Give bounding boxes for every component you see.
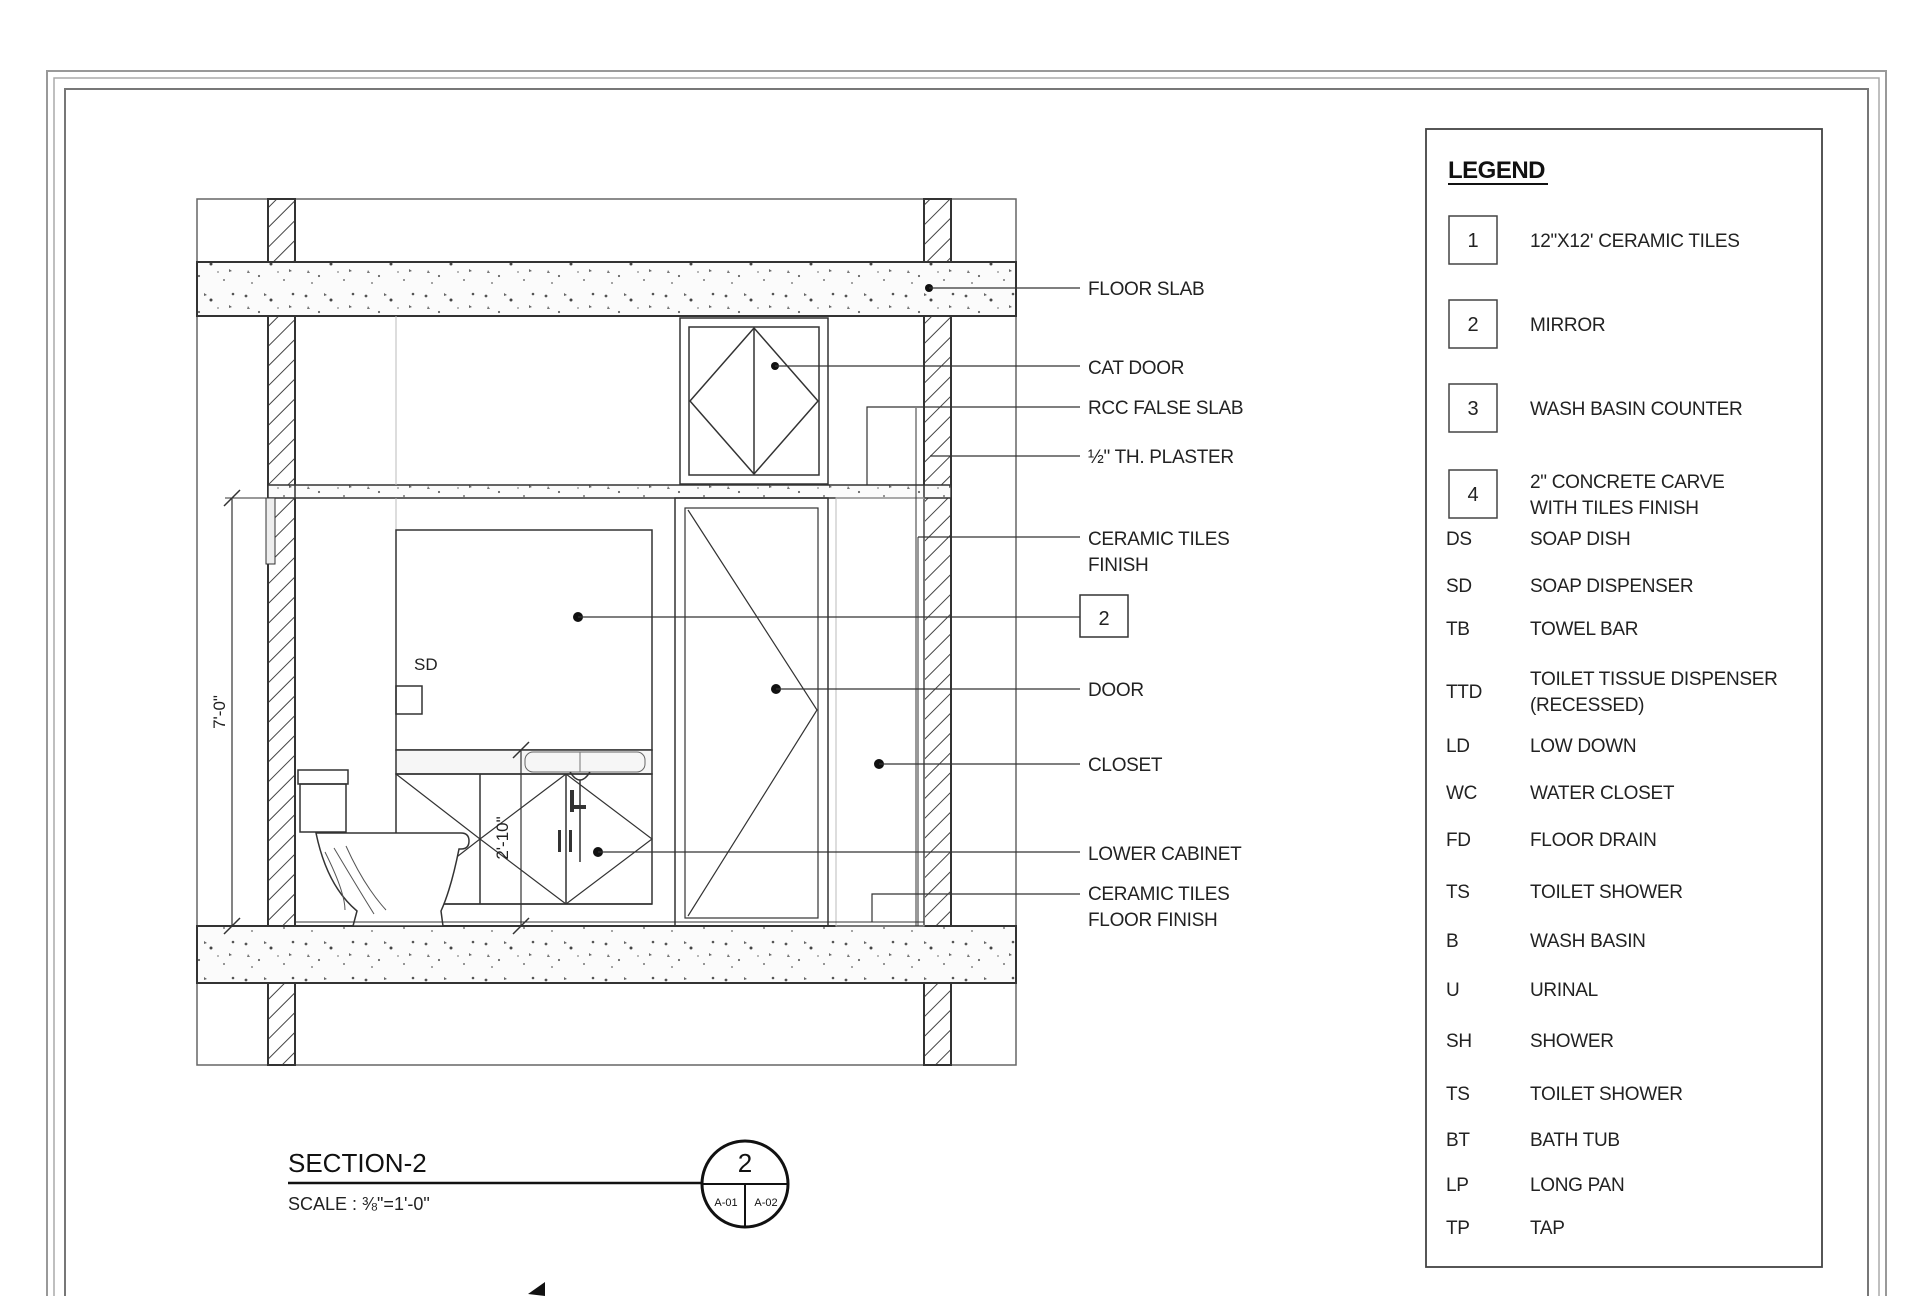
legend-code: DS <box>1446 529 1472 550</box>
cat-door <box>680 318 828 484</box>
label-floor-finish-1: CERAMIC TILES <box>1088 884 1230 905</box>
legend-abbreviation-text: TOILET SHOWER <box>1530 1084 1683 1105</box>
legend-description: 2" CONCRETE CARVE <box>1530 472 1725 493</box>
mirror-tag: 2 <box>1098 608 1110 630</box>
legend-abbreviation-text: SOAP DISPENSER <box>1530 576 1694 597</box>
soap-dispenser <box>396 686 422 714</box>
legend-abbreviation-text: TOILET SHOWER <box>1530 882 1683 903</box>
legend-code: U <box>1446 980 1460 1001</box>
section-ref-number: 2 <box>737 1148 753 1178</box>
door <box>675 498 828 926</box>
legend-code: TS <box>1446 1084 1470 1105</box>
legend-abbreviation-text: BATH TUB <box>1530 1130 1620 1151</box>
label-floor-slab: FLOOR SLAB <box>1088 279 1205 300</box>
soap-dispenser-tag: SD <box>414 655 438 674</box>
legend-number: 4 <box>1467 484 1479 506</box>
section-ref-sheet-left: A-01 <box>714 1197 738 1209</box>
section-title: SECTION-2 <box>288 1148 427 1178</box>
label-lower-cabinet: LOWER CABINET <box>1088 844 1242 865</box>
label-plaster: ½" TH. PLASTER <box>1088 447 1234 468</box>
mirror <box>396 530 652 750</box>
legend-description: WITH TILES FINISH <box>1530 498 1699 519</box>
leader-annotations <box>573 279 1243 931</box>
legend-code: B <box>1446 931 1459 952</box>
legend-code: TB <box>1446 619 1470 640</box>
rcc-false-slab <box>268 485 951 498</box>
legend-title: LEGEND <box>1448 157 1546 184</box>
label-rcc-false-slab: RCC FALSE SLAB <box>1088 398 1244 419</box>
label-closet: CLOSET <box>1088 755 1163 776</box>
legend-abbreviation-text: WASH BASIN <box>1530 931 1646 952</box>
label-door: DOOR <box>1088 680 1144 701</box>
section-elevation <box>197 199 1016 1065</box>
legend-code: TP <box>1446 1218 1470 1239</box>
legend-code: SH <box>1446 1031 1472 1052</box>
legend-abbreviation-text: SOAP DISH <box>1530 529 1631 550</box>
legend-abbreviation-text: (RECESSED) <box>1530 695 1645 716</box>
legend-abbreviation-text: SHOWER <box>1530 1031 1614 1052</box>
legend-abbreviation-text: WATER CLOSET <box>1530 783 1675 804</box>
section-scale: SCALE : ⅜"=1'-0" <box>288 1194 430 1214</box>
counter-height-dimension-text: 2'-10" <box>493 816 512 860</box>
legend-code: LD <box>1446 736 1470 757</box>
legend-code: TTD <box>1446 682 1483 703</box>
legend-panel <box>1426 129 1822 1267</box>
closet <box>836 498 924 926</box>
legend-abbreviation-text: TOILET TISSUE DISPENSER <box>1530 669 1778 690</box>
legend-description: MIRROR <box>1530 315 1606 336</box>
legend-abbreviation-text: LOW DOWN <box>1530 736 1637 757</box>
legend-number: 2 <box>1467 314 1479 336</box>
label-floor-finish-2: FLOOR FINISH <box>1088 910 1218 931</box>
water-closet <box>298 770 469 926</box>
legend-code: BT <box>1446 1130 1470 1151</box>
label-cat-door: CAT DOOR <box>1088 358 1185 379</box>
section-title-block <box>288 1141 788 1296</box>
legend-code: FD <box>1446 830 1471 851</box>
legend-number: 1 <box>1467 230 1479 252</box>
label-ceramic-tiles-finish-2: FINISH <box>1088 555 1149 576</box>
legend-abbreviation-text: URINAL <box>1530 980 1598 1001</box>
legend-description: 12"X12' CERAMIC TILES <box>1530 231 1740 252</box>
north-arrow-icon <box>528 1282 545 1296</box>
legend-abbreviation-text: FLOOR DRAIN <box>1530 830 1657 851</box>
height-dimension <box>210 490 268 934</box>
legend-code: LP <box>1446 1175 1469 1196</box>
legend-code: WC <box>1446 783 1478 804</box>
legend-number: 3 <box>1467 398 1479 420</box>
legend-code: SD <box>1446 576 1472 597</box>
legend-abbreviation-text: LONG PAN <box>1530 1175 1625 1196</box>
top-floor-slab <box>197 262 1016 316</box>
label-ceramic-tiles-finish-1: CERAMIC TILES <box>1088 529 1230 550</box>
height-dimension-text: 7'-0" <box>210 695 229 729</box>
legend-abbreviation-text: TOWEL BAR <box>1530 619 1639 640</box>
legend-description: WASH BASIN COUNTER <box>1530 399 1743 420</box>
legend-code: TS <box>1446 882 1470 903</box>
legend-abbreviation-text: TAP <box>1530 1218 1565 1239</box>
bottom-floor-slab <box>197 926 1016 983</box>
section-ref-sheet-right: A-02 <box>754 1197 778 1209</box>
